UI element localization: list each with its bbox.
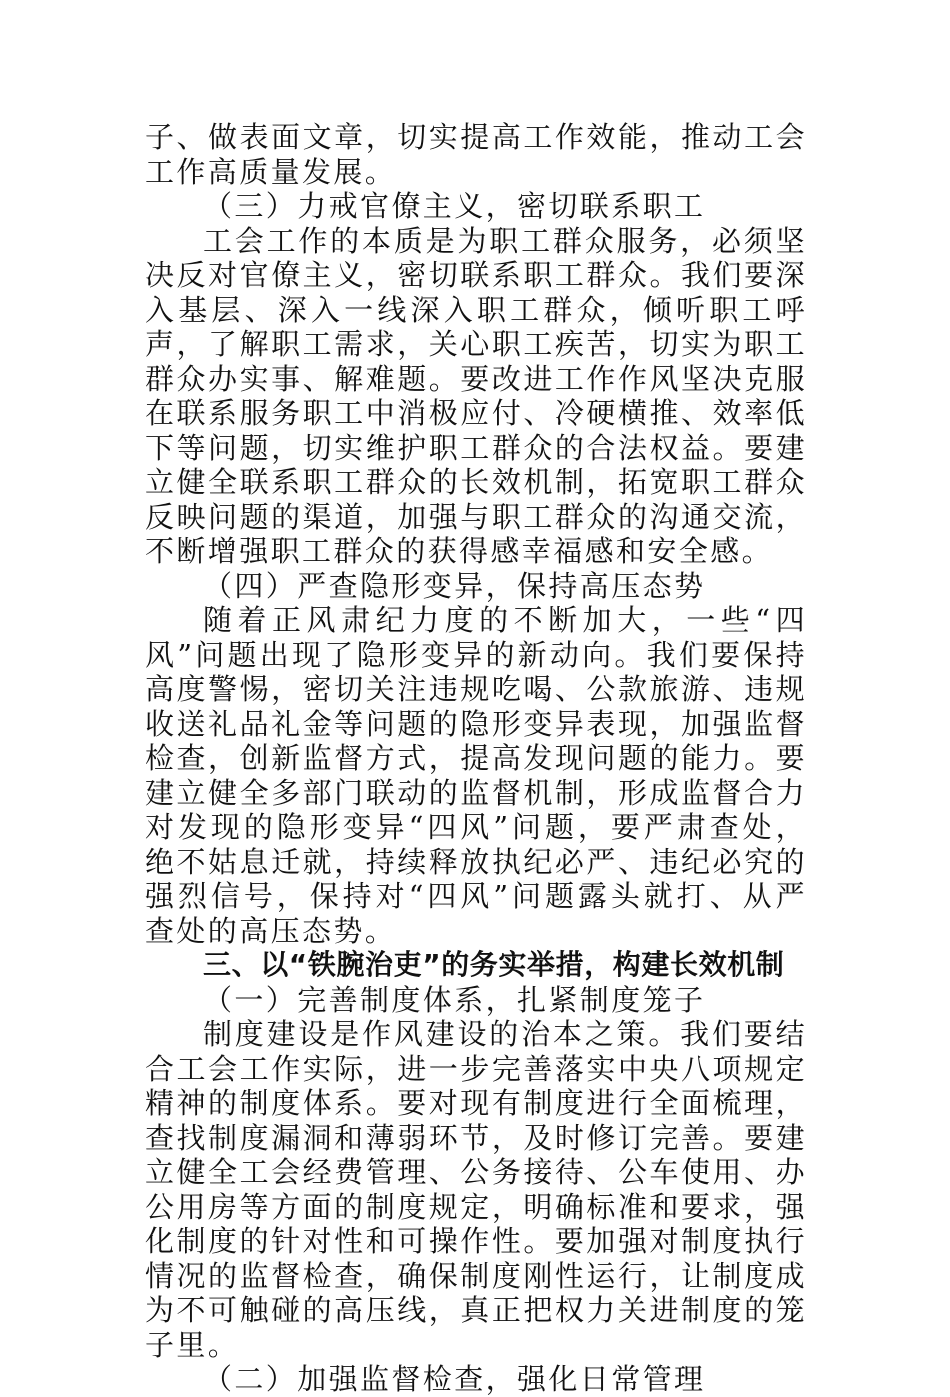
paragraph: 随着正风肃纪力度的不断加大，一些“四风”问题出现了隐形变异的新动向。我们要保持高度警惕，密切关注违规吃喝、公款旅游、违规收送礼品礼金等问题的隐形变异表现，加强监督检查，创新监督方式，提高发现问题的能力。要建立健全多部门联动的监督机制，形成监督合力对发现的隐形变异“四风”问题，要严肃查处，绝不姑息迁就，持续释放执纪必严、违纪必究的强烈信号，保持对“四风”问题露头就打、从严查处的高压态势。: [145, 603, 807, 948]
section-heading-1: （一）完善制度体系，扎紧制度笼子: [203, 982, 706, 1017]
section-heading-4: （四）严查隐形变异，保持高压态势: [203, 568, 706, 603]
paragraph: 制度建设是作风建设的治本之策。我们要结合工会工作实际，进一步完善落实中央八项规定精神的制度体系。要对现有制度进行全面梳理，查找制度漏洞和薄弱环节，及时修订完善。要建立健全工会经费管理、公务接待、公车使用、办公用房等方面的制度规定，明确标准和要求，强化制度的针对性和可操作性。要加强对制度执行情况的监督检查，确保制度刚性运行，让制度成为不可触碰的高压线，真正把权力关进制度的笼子里。: [145, 1017, 807, 1362]
document-body: [145, 120, 807, 1397]
paragraph-continuation: 子、做表面文章，切实提高工作效能，推动工会工作高质量发展。: [145, 120, 807, 189]
paragraph: 工会工作的本质是为职工群众服务，必须坚决反对官僚主义，密切联系职工群众。我们要深入基层、深入一线深入职工群众，倾听职工呼声，了解职工需求，关心职工疾苦，切实为职工群众办实事、解难题。要改进工作作风坚决克服在联系服务职工中消极应付、冷硬横推、效率低下等问题，切实维护职工群众的合法权益。要建立健全联系职工群众的长效机制，拓宽职工群众反映问题的渠道，加强与职工群众的沟通交流，不断增强职工群众的获得感幸福感和安全感。: [145, 223, 807, 568]
section-heading-2: （二）加强监督检查，强化日常管理: [203, 1362, 706, 1396]
section-heading-3: （三）力戒官僚主义，密切联系职工: [203, 189, 706, 223]
chapter-heading-3: 三、以“铁腕治吏”的务实举措，构建长效机制: [203, 948, 785, 981]
